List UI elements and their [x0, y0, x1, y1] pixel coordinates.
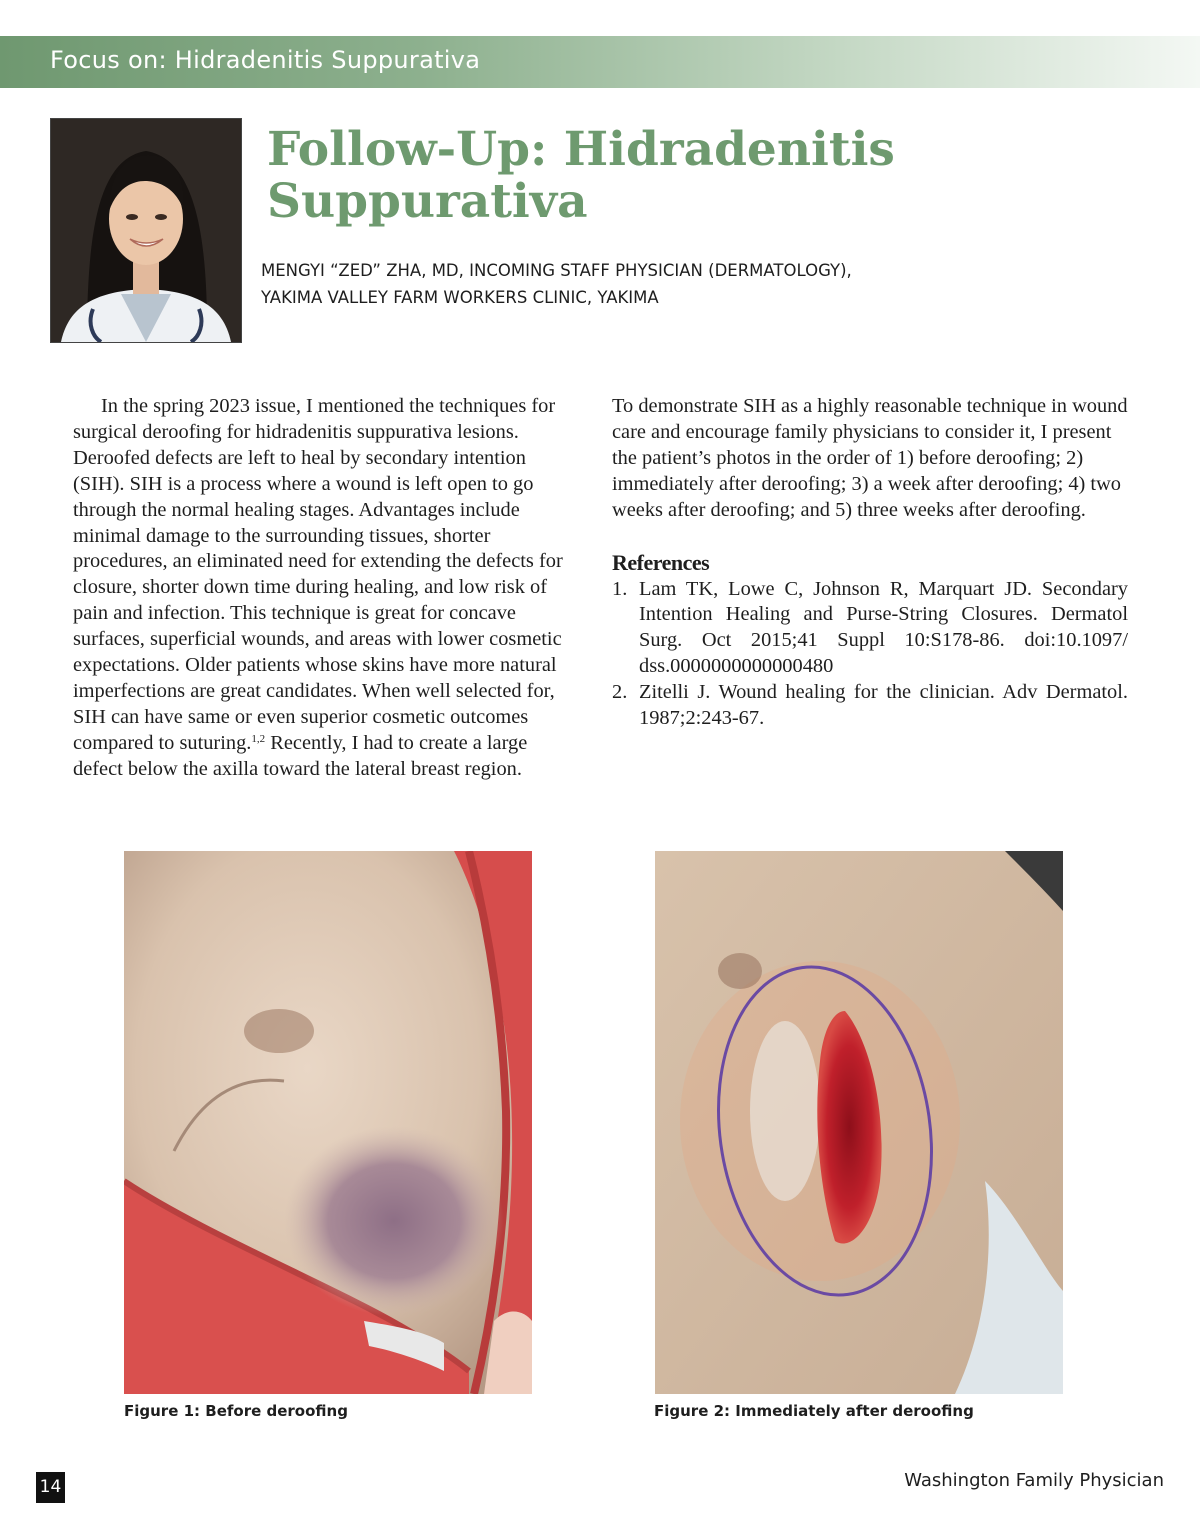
references-list [612, 577, 1128, 732]
figure-2-image [655, 851, 1063, 1394]
journal-name: Washington Family Physician [904, 1470, 1164, 1491]
article-title-line-2: Suppurativa [267, 174, 588, 229]
section-banner [0, 36, 1200, 88]
reference-number: 1. [612, 577, 628, 600]
figure-1-image [124, 851, 532, 1394]
author-byline [261, 257, 1141, 311]
reference-number: 2. [612, 681, 628, 704]
reference-text: Zitelli J. Wound healing for the clinician. Adv Dermatol. 1987;2:243-67. [639, 681, 1128, 730]
reference-item [612, 680, 1128, 732]
author-photo [50, 118, 242, 343]
figure-1-caption: Figure 1: Before deroofing [124, 1402, 348, 1420]
author-byline-line-2: YAKIMA VALLEY FARM WORKERS CLINIC, YAKIMA [261, 288, 659, 307]
reference-text: Lam TK, Lowe C, Johnson R, Marquart JD. Secondary Intention Healing and Purse-String Closures. Dermatol Surg. Oct 2015;41 Suppl 10:S178-86. doi:10.1097/ dss.0000000000000480 [639, 577, 1128, 678]
article-title-line-1: Follow-Up: Hidradenitis [267, 122, 895, 177]
body-text-right-column [612, 394, 1128, 732]
references-heading: References [612, 549, 710, 575]
figure-1-photo [124, 851, 532, 1394]
article-title [267, 124, 1127, 228]
author-portrait-image [51, 119, 241, 342]
citation-superscript: 1,2 [251, 732, 266, 745]
body-text-left-column [73, 394, 573, 783]
section-banner-text: Focus on: Hidradenitis Suppurativa [50, 46, 481, 74]
page-number: 14 [36, 1472, 65, 1503]
figure-2-photo [655, 851, 1063, 1394]
body-left-paragraph: In the spring 2023 issue, I mentioned the techniques for surgical deroofing for hidradenitis suppurativa lesions. Deroofed defects are left to heal by secondary intention (SIH). SIH is a process where a wound is left open to go through the normal healing stages. Advantages include minimal damage to the surrounding tissues, shorter procedures, an eliminated need for extending the defects for closure, shorter down time during healing, and low risk of pain and infection. This technique is great for concave surfaces, superficial wounds, and areas with lower cosmetic expectations. Older patients whose skins have more natural imperfections are great candidates. When well selected for, SIH can have same or even superior cosmetic outcomes compared to suturing. [73, 395, 563, 754]
author-byline-line-1: MENGYI “ZED” ZHA, MD, INCOMING STAFF PHYSICIAN (DERMATOLOGY), [261, 261, 852, 280]
figure-2-caption: Figure 2: Immediately after deroofing [654, 1402, 974, 1420]
reference-item [612, 577, 1128, 681]
body-left-paragraph-continued: Recently, I had to create a large defect below the axilla toward the lateral breast region. [73, 731, 528, 780]
body-right-paragraph: To demonstrate SIH as a highly reasonable technique in wound care and encourage family physicians to consider it, I present the patient’s photos in the order of 1) before deroofing; 2) immediately after deroofing; 3) a week after deroofing; 4) two weeks after deroofing; and 5) three weeks after deroofing. [612, 395, 1128, 521]
